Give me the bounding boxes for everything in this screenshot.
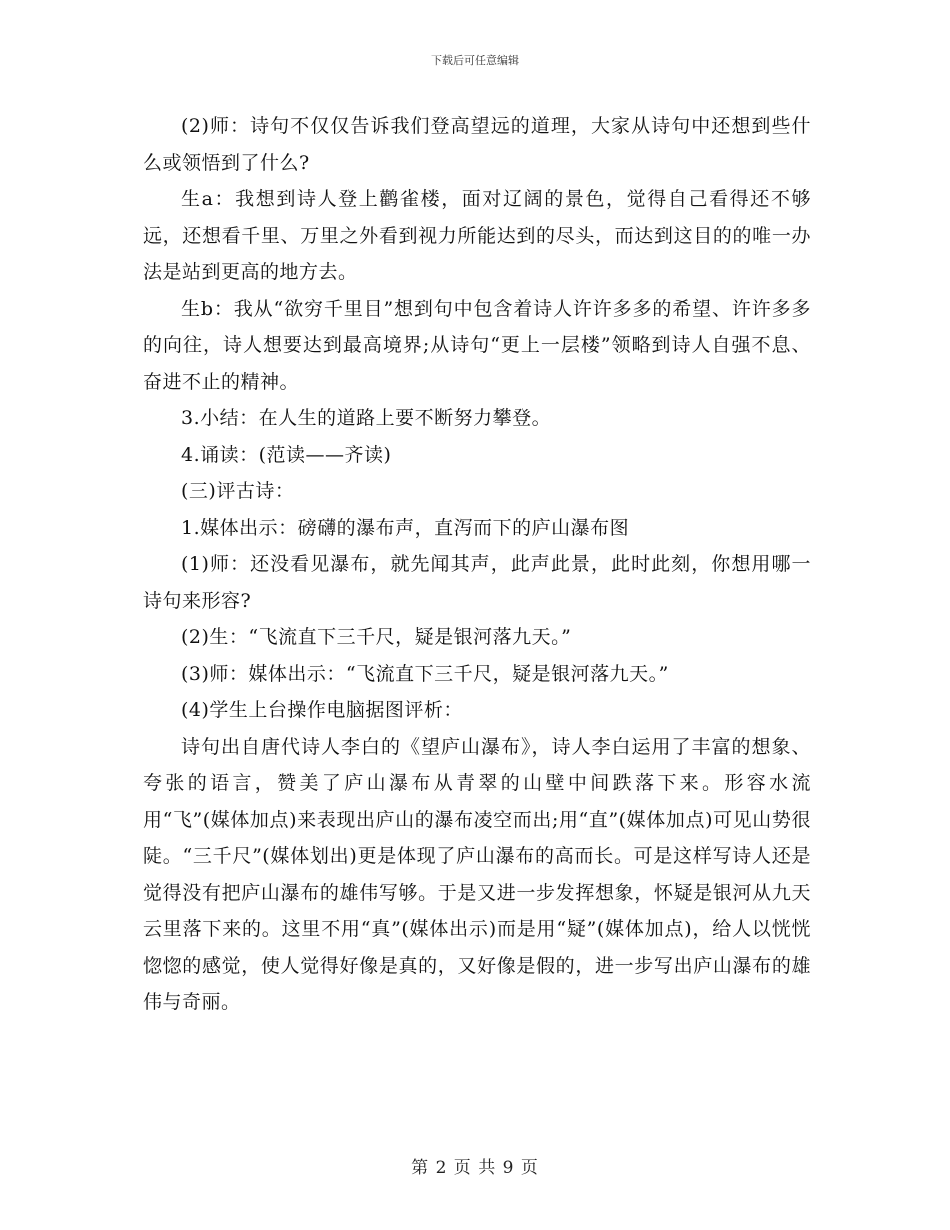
page-footer: 第 2 页 共 9 页	[411, 1158, 539, 1178]
paragraph-teacher-media: (3)师：媒体出示：“飞流直下三千尺，疑是银河落九天。”	[181, 662, 669, 685]
document-body	[143, 108, 811, 1021]
paragraph-student-answer: (2)生：“飞流直下三千尺，疑是银河落九天。”	[181, 626, 572, 648]
paragraph-teacher-question: (2)师：诗句不仅仅告诉我们登高望远的道理，大家从诗句中还想到些什么或领悟到了什么?	[143, 115, 811, 174]
paragraph-poem-analysis: 诗句出自唐代诗人李白的《望庐山瀑布》，诗人李白运用了丰富的想象、夸张的语言，赞美了庐山瀑布从青翠的山壁中间跌落下来。形容水流用“飞”(媒体加点)来表现出庐山的瀑布凌空而出;用“直”(媒体加点)可见山势很陡。“三千尺”(媒体划出)更是体现了庐山瀑布的高而长。可是这样写诗人还是觉得没有把庐山瀑布的雄伟写够。于是又进一步发挥想象，怀疑是银河从九天云里落下来的。这里不用“真”(媒体出示)而是用“疑”(媒体加点)，给人以恍恍惚惚的感觉，使人觉得好像是真的，又好像是假的，进一步写出庐山瀑布的雄伟与奇丽。	[143, 735, 811, 1013]
paragraph-student-a: 生a：我想到诗人登上鹳雀楼，面对辽阔的景色，觉得自己看得还不够远，还想看千里、万里之外看到视力所能达到的尽头，而达到这目的的唯一办法是站到更高的地方去。	[143, 188, 811, 283]
paragraph-media-display: 1.媒体出示：磅礴的瀑布声，直泻而下的庐山瀑布图	[181, 516, 630, 539]
page-header: 下载后可任意编辑	[431, 54, 519, 67]
section-heading-evaluate-poem: (三)评古诗：	[181, 480, 295, 502]
paragraph-summary: 3.小结：在人生的道路上要不断努力攀登。	[181, 407, 552, 429]
paragraph-recitation: 4.诵读：(范读——齐读)	[181, 443, 392, 466]
paragraph-student-b: 生b：我从“欲穷千里目”想到句中包含着诗人许许多多的希望、许许多多的向往，诗人想要达到最高境界;从诗句“更上一层楼”领略到诗人自强不息、奋进不止的精神。	[143, 297, 811, 393]
paragraph-student-analysis: (4)学生上台操作电脑据图评析：	[181, 699, 463, 721]
paragraph-teacher-prompt: (1)师：还没看见瀑布，就先闻其声，此声此景，此时此刻，你想用哪一诗句来形容?	[143, 553, 811, 612]
